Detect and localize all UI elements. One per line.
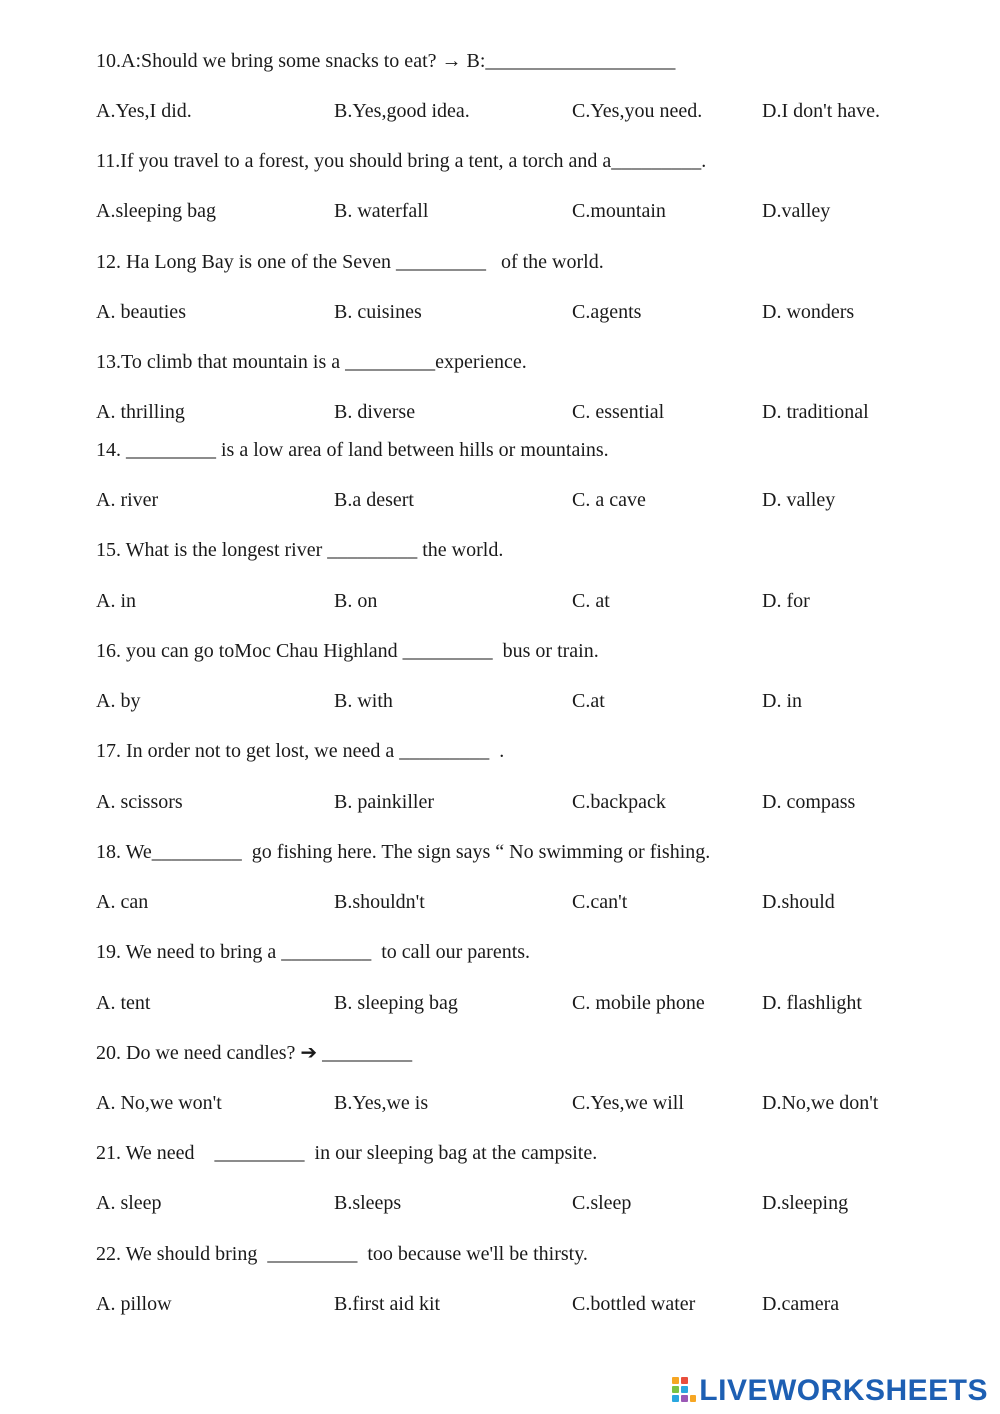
option-17-b[interactable]: B. painkiller [334,791,434,813]
options-row-20 [0,1091,1000,1115]
option-15-d[interactable]: D. for [762,590,810,612]
option-21-c[interactable]: C.sleep [572,1192,632,1214]
question-12: 12. Ha Long Bay is one of the Seven _________ of the world. [96,251,604,273]
option-19-a[interactable]: A. tent [96,992,151,1014]
options-row-17 [0,790,1000,814]
option-19-d[interactable]: D. flashlight [762,992,862,1014]
question-21: 21. We need _________ in our sleeping bag at the campsite. [96,1142,598,1164]
option-11-b[interactable]: B. waterfall [334,200,429,222]
option-12-d[interactable]: D. wonders [762,301,855,323]
question-15: 15. What is the longest river _________ the world. [96,539,504,561]
option-13-d[interactable]: D. traditional [762,401,869,423]
option-16-c[interactable]: C.at [572,690,605,712]
option-10-c[interactable]: C.Yes,you need. [572,100,703,122]
liveworksheets-brand: LIVEWORKSHEETS [699,1374,988,1407]
liveworksheets-logo-icon [671,1376,697,1406]
question-20: 20. Do we need candles? ➔ _________ [96,1042,413,1064]
option-15-a[interactable]: A. in [96,590,136,612]
option-16-d[interactable]: D. in [762,690,802,712]
option-18-d[interactable]: D.should [762,891,835,913]
question-18: 18. We_________ go fishing here. The sign says “ No swimming or fishing. [96,841,711,863]
question-10: 10.A:Should we bring some snacks to eat? → B:___________________ [96,50,676,72]
option-20-c[interactable]: C.Yes,we will [572,1092,684,1114]
question-22: 22. We should bring _________ too because we'll be thirsty. [96,1243,588,1265]
question-16: 16. you can go toMoc Chau Highland _________ bus or train. [96,640,599,662]
options-row-10 [0,99,1000,123]
option-10-d[interactable]: D.I don't have. [762,100,881,122]
option-22-d[interactable]: D.camera [762,1293,840,1315]
question-17: 17. In order not to get lost, we need a _________ . [96,740,505,762]
option-21-d[interactable]: D.sleeping [762,1192,849,1214]
question-19: 19. We need to bring a _________ to call our parents. [96,941,531,963]
option-12-b[interactable]: B. cuisines [334,301,422,323]
option-13-a[interactable]: A. thrilling [96,401,185,423]
option-18-b[interactable]: B.shouldn't [334,891,425,913]
option-14-b[interactable]: B.a desert [334,489,414,511]
option-22-a[interactable]: A. pillow [96,1293,172,1315]
options-row-12 [0,300,1000,324]
option-20-d[interactable]: D.No,we don't [762,1092,879,1114]
option-18-a[interactable]: A. can [96,891,149,913]
option-14-c[interactable]: C. a cave [572,489,646,511]
option-12-a[interactable]: A. beauties [96,301,186,323]
option-12-c[interactable]: C.agents [572,301,642,323]
options-row-18 [0,890,1000,914]
options-row-15 [0,589,1000,613]
option-15-b[interactable]: B. on [334,590,378,612]
question-14: 14. _________ is a low area of land between hills or mountains. [96,439,609,461]
option-11-a[interactable]: A.sleeping bag [96,200,216,222]
question-11: 11.If you travel to a forest, you should bring a tent, a torch and a_________. [96,150,707,172]
options-row-13 [0,400,1000,424]
option-14-a[interactable]: A. river [96,489,159,511]
option-19-c[interactable]: C. mobile phone [572,992,705,1014]
option-22-b[interactable]: B.first aid kit [334,1293,441,1315]
option-21-a[interactable]: A. sleep [96,1192,162,1214]
option-16-a[interactable]: A. by [96,690,141,712]
options-row-19 [0,991,1000,1015]
option-11-c[interactable]: C.mountain [572,200,666,222]
liveworksheets-logo[interactable] [671,1374,988,1408]
option-17-a[interactable]: A. scissors [96,791,183,813]
option-20-b[interactable]: B.Yes,we is [334,1092,429,1114]
option-19-b[interactable]: B. sleeping bag [334,992,458,1014]
option-11-d[interactable]: D.valley [762,200,831,222]
options-row-11 [0,199,1000,223]
option-14-d[interactable]: D. valley [762,489,836,511]
option-22-c[interactable]: C.bottled water [572,1293,696,1315]
options-row-14 [0,488,1000,512]
option-15-c[interactable]: C. at [572,590,610,612]
option-17-d[interactable]: D. compass [762,791,856,813]
option-18-c[interactable]: C.can't [572,891,628,913]
options-row-21 [0,1191,1000,1215]
option-21-b[interactable]: B.sleeps [334,1192,402,1214]
option-16-b[interactable]: B. with [334,690,393,712]
option-13-b[interactable]: B. diverse [334,401,416,423]
option-10-b[interactable]: B.Yes,good idea. [334,100,470,122]
question-13: 13.To climb that mountain is a _________experience. [96,351,527,373]
option-10-a[interactable]: A.Yes,I did. [96,100,192,122]
options-row-22 [0,1292,1000,1316]
option-17-c[interactable]: C.backpack [572,791,666,813]
option-13-c[interactable]: C. essential [572,401,665,423]
option-20-a[interactable]: A. No,we won't [96,1092,222,1114]
options-row-16 [0,689,1000,713]
